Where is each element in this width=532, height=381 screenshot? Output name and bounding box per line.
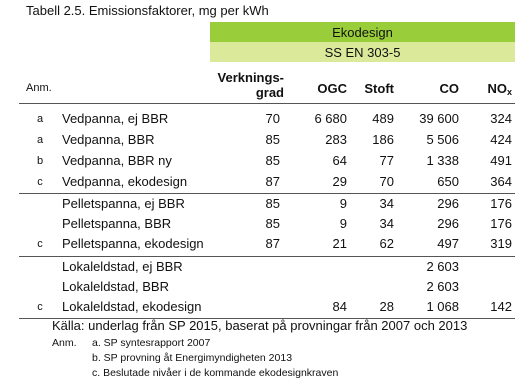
cell-co: 2 603 — [426, 279, 459, 294]
table-row — [0, 172, 532, 193]
ekodesign-band — [210, 22, 515, 42]
row-label: Vedpanna, BBR ny — [62, 153, 172, 168]
table-row — [0, 257, 532, 278]
cell-ogc: 9 — [339, 196, 347, 211]
table-row — [0, 214, 532, 235]
table-row — [0, 109, 532, 130]
row-label: Vedpanna, BBR — [62, 132, 155, 147]
cell-stoft: 77 — [379, 153, 394, 168]
row-note: c — [37, 176, 43, 188]
footnotes-label: Anm. — [52, 337, 77, 349]
header-rule — [19, 103, 515, 104]
cell-ogc: 6 680 — [314, 111, 347, 126]
cell-ogc: 21 — [332, 236, 347, 251]
row-label: Pelletspanna, ekodesign — [62, 236, 204, 251]
cell-ogc: 64 — [332, 153, 347, 168]
header-nox-main: NO — [487, 81, 507, 96]
header-verkningsgrad-line2: grad — [255, 85, 284, 100]
row-note: c — [37, 301, 43, 313]
cell-co: 296 — [437, 216, 459, 231]
cell-nox: 424 — [490, 132, 512, 147]
cell-nox: 319 — [490, 236, 512, 251]
table-row — [0, 151, 532, 172]
header-stoft: Stoft — [364, 81, 394, 96]
cell-co: 1 338 — [426, 153, 459, 168]
footnote-c: c. Beslutade nivåer i de kommande ekodesignkraven — [92, 367, 339, 379]
row-label: Lokaleldstad, ej BBR — [62, 259, 183, 274]
cell-co: 5 506 — [426, 132, 459, 147]
row-label: Vedpanna, ej BBR — [62, 111, 169, 126]
cell-verkningsgrad: 85 — [265, 153, 280, 168]
cell-stoft: 186 — [372, 132, 394, 147]
header-nox — [487, 81, 512, 97]
cell-nox: 176 — [490, 196, 512, 211]
cell-verkningsgrad: 87 — [265, 174, 280, 189]
header-ogc: OGC — [317, 81, 347, 96]
row-label: Lokaleldstad, BBR — [62, 279, 169, 294]
header-nox-sub: x — [506, 87, 512, 97]
cell-co: 296 — [437, 196, 459, 211]
standard-label: SS EN 303-5 — [324, 44, 401, 60]
row-note: c — [37, 238, 43, 250]
cell-co: 1 068 — [426, 299, 459, 314]
cell-stoft: 70 — [379, 174, 394, 189]
row-label: Pelletspanna, BBR — [62, 216, 172, 231]
cell-verkningsgrad: 70 — [265, 111, 280, 126]
cell-nox: 142 — [490, 299, 512, 314]
table-row — [0, 277, 532, 298]
cell-stoft: 489 — [372, 111, 394, 126]
cell-co: 39 600 — [419, 111, 459, 126]
cell-ogc: 9 — [339, 216, 347, 231]
header-verkningsgrad — [214, 70, 284, 100]
row-label: Lokaleldstad, ekodesign — [62, 299, 202, 314]
cell-co: 497 — [437, 236, 459, 251]
header-anm: Anm. — [26, 82, 52, 94]
row-note: b — [36, 155, 44, 167]
footnote-a: a. SP syntesrapport 2007 — [92, 337, 211, 349]
cell-verkningsgrad: 85 — [265, 132, 280, 147]
cell-verkningsgrad: 85 — [265, 216, 280, 231]
cell-verkningsgrad: 87 — [265, 236, 280, 251]
cell-nox: 324 — [490, 111, 512, 126]
source-note: Källa: underlag från SP 2015, baserat på provningar från 2007 och 2013 — [52, 318, 468, 333]
cell-co: 650 — [437, 174, 459, 189]
footnote-b: b. SP provning åt Energimyndigheten 2013 — [92, 352, 293, 364]
cell-co: 2 603 — [426, 259, 459, 274]
ekodesign-label: Ekodesign — [332, 24, 393, 40]
cell-stoft: 34 — [379, 216, 394, 231]
cell-ogc: 283 — [325, 132, 347, 147]
table-row — [0, 130, 532, 151]
table-row — [0, 234, 532, 255]
table-row — [0, 297, 532, 318]
cell-stoft: 28 — [379, 299, 394, 314]
header-verkningsgrad-line1: Verknings- — [217, 70, 284, 85]
table-title: Tabell 2.5. Emissionsfaktorer, mg per kWh — [26, 3, 269, 18]
cell-nox: 491 — [490, 153, 512, 168]
row-label: Pelletspanna, ej BBR — [62, 196, 185, 211]
cell-nox: 364 — [490, 174, 512, 189]
cell-nox: 176 — [490, 216, 512, 231]
cell-ogc: 29 — [332, 174, 347, 189]
row-label: Vedpanna, ekodesign — [62, 174, 188, 189]
cell-stoft: 34 — [379, 196, 394, 211]
cell-ogc: 84 — [332, 299, 347, 314]
table-row — [0, 194, 532, 215]
row-note: a — [36, 113, 44, 125]
cell-stoft: 62 — [379, 236, 394, 251]
header-co: CO — [439, 81, 459, 96]
cell-verkningsgrad: 85 — [265, 196, 280, 211]
row-note: a — [36, 134, 44, 146]
standard-band — [210, 42, 515, 62]
